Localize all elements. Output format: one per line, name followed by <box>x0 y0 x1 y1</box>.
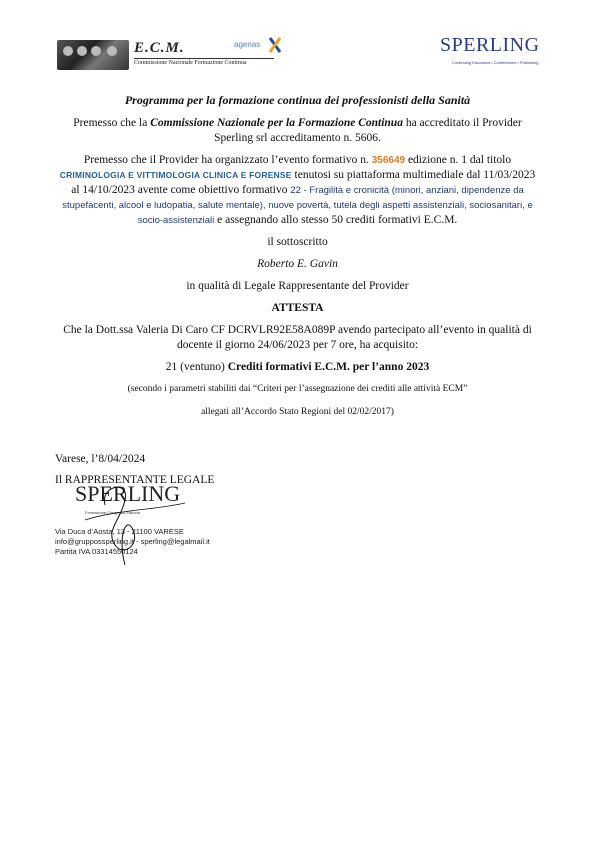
place-date: Varese, l’8/04/2024 <box>55 453 146 465</box>
event-title: CRIMINOLOGIA E VITTIMOLOGIA CLINICA E FORENSE <box>59 170 292 180</box>
p2-text-c: tenutosi su piattaforma multimediale dal 11/03/2023 al 14/10/2023 avente come obiettivo formativo <box>71 169 536 196</box>
p2-text-d: e assegnando allo stesso 50 crediti formativi E.C.M. <box>214 214 458 226</box>
criteria-note-2: allegati all’Accordo Stato Regioni del 02/02/2017) <box>201 407 394 417</box>
stamp-emails: info@gruppossperling.it - sperling@legalmail.it <box>55 537 210 546</box>
attesta-text: ATTESTA <box>271 302 324 314</box>
document-title: Programma per la formazione continua dei professionisti della Sanità <box>124 93 471 107</box>
certificate-body <box>55 93 540 428</box>
credits-count: 21 (ventuno) <box>165 361 228 373</box>
stamp-address: Via Duca d’Aosta, 13 - 21100 VARESE <box>55 527 184 536</box>
p2-text-a: Premesso che il Provider ha organizzato l’evento formativo n. <box>83 154 372 166</box>
credits-label: Crediti formativi E.C.M. per l’anno 2023 <box>227 361 430 373</box>
ecm-logo-title: E.C.M. <box>134 40 185 56</box>
event-number: 356649 <box>371 155 406 166</box>
stamp-subtitle: Formazione Congressi Editoria <box>85 510 140 515</box>
commission-name: Commissione Nazionale per la Formazione Continua <box>150 117 403 129</box>
ecm-logo-photo <box>57 40 129 70</box>
attesta-heading <box>55 301 540 316</box>
p1-text-a: Premesso che la <box>73 117 151 129</box>
p2-text-b: edizione n. 1 dal titolo <box>405 154 512 166</box>
legal-representative-label: Il RAPPRESENTANTE LEGALE <box>55 474 215 486</box>
paragraph-accreditation <box>55 116 540 146</box>
signer-name <box>55 257 540 272</box>
handwritten-signature-icon <box>45 475 210 573</box>
event-objective: 22 - Fragilità e cronicità (minori, anziani, dipendenze da stupefacenti, alcool e ludopatia, salute mentale), nuove povertà, tutela degli aspetti assistenziali, sociosanitari, e socio-assistenziali <box>62 185 533 226</box>
paragraph-participation: Che la Dott.ssa Valeria Di Caro CF DCRVLR92E58A089P avendo partecipato all’evento in qualità di docente il giorno 24/06/2023 per 7 ore, ha acquisito: <box>63 324 532 351</box>
stamp-vat: Partita IVA 03314550124 <box>55 547 138 556</box>
ecm-logo-subtitle: Commissione Nazionale Formazione Continua <box>134 58 274 66</box>
sperling-tagline: Continuing Education • Conferences • Publishing <box>452 60 539 65</box>
agenas-logo: agenas <box>234 40 261 49</box>
stamp-logo: SPERLING <box>75 481 181 506</box>
company-stamp <box>45 475 210 573</box>
signer-name-text: Roberto E. Gavin <box>257 258 338 270</box>
undersigned-label: il sottoscritto <box>267 236 328 248</box>
p1-text-c: ha accreditato il Provider Sperling srl accreditamento n. 5606. <box>214 117 522 144</box>
signer-role: in qualità di Legale Rappresentante del Provider <box>186 280 409 292</box>
criteria-note-1: (secondo i parametri stabiliti dai “Criteri per l’assegnazione dei crediti alle attività ECM” <box>127 384 468 394</box>
agenas-mark-icon <box>268 36 282 54</box>
sperling-logo: SPERLING <box>440 34 540 56</box>
credits-line <box>55 360 540 375</box>
document-header <box>0 30 595 80</box>
paragraph-event <box>55 153 540 228</box>
